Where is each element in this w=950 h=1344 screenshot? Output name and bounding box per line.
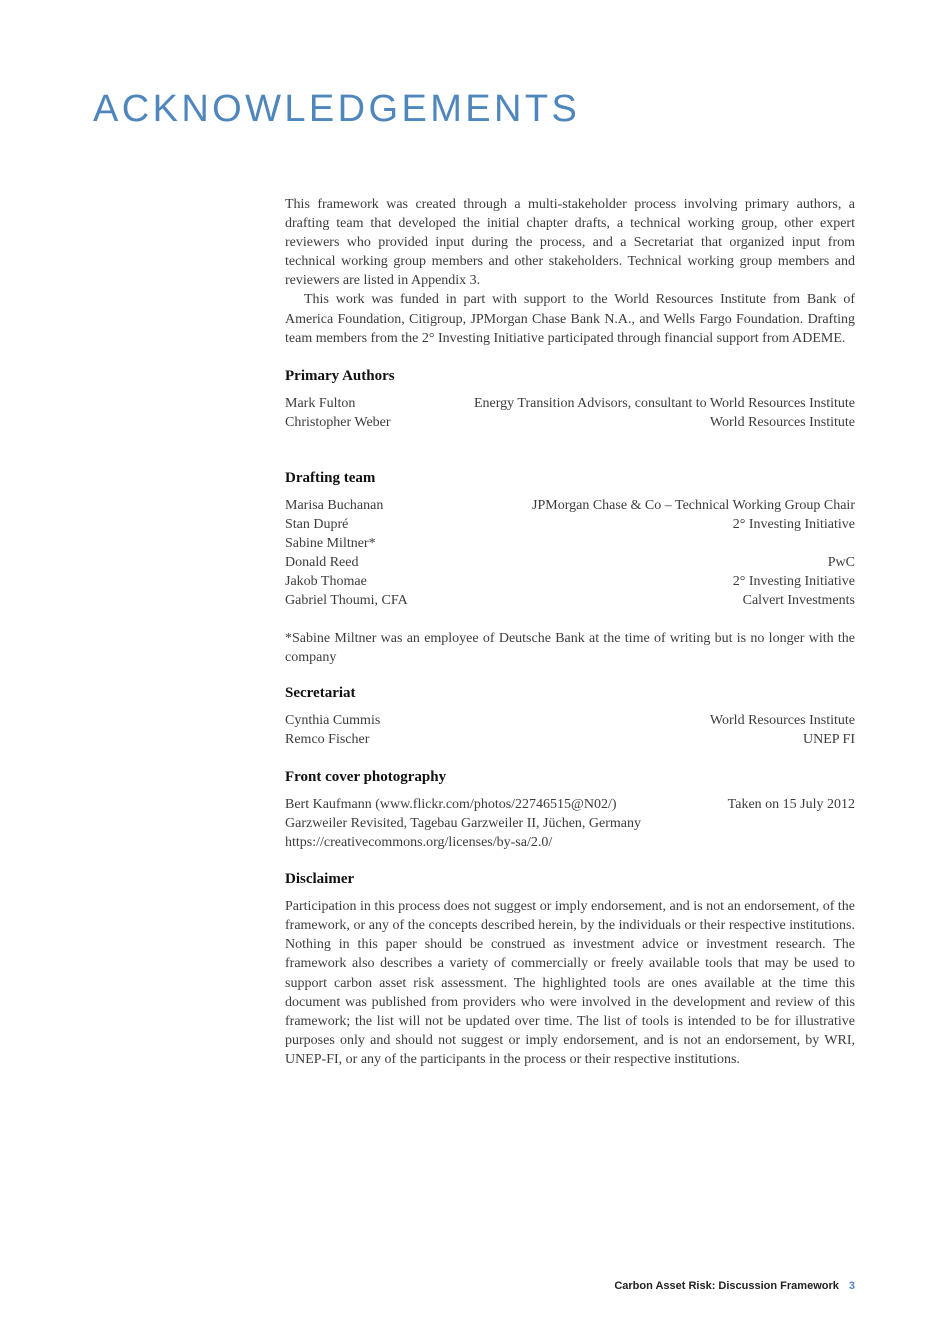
author-org: World Resources Institute — [709, 414, 855, 430]
section-heading-drafting-team: Drafting team — [285, 469, 376, 486]
member-name: Remco Fischer — [285, 731, 370, 747]
drafting-footnote: *Sabine Miltner was an employee of Deutsche Bank at the time of writing but is no longer with the company — [285, 630, 855, 665]
photo-license-row — [285, 833, 855, 852]
disclaimer-text: Participation in this process does not suggest or imply endorsement, and is not an endorsement, of the framework, or any of the concepts described herein, by the individuals or their respective institutions. Nothing in this paper should be construed as investment advice or investment research. The framework also describes a variety of commercially or freely available tools that may be used to support carbon asset risk assessment. The highlighted tools are ones available at the time this document was published from providers who were involved in the development and review of this framework; the list will not be updated over time. The list of tools is intended to be for illustrative purposes only and should not suggest or imply endorsement, and is not an endorsement, by WRI, UNEP-FI, or any of the participants in the process or their respective institutions. — [285, 899, 856, 1067]
photo-credit: Bert Kaufmann (www.flickr.com/photos/22746515@N02/) — [285, 796, 617, 812]
team-row — [285, 591, 855, 610]
member-org: 2° Investing Initiative — [732, 574, 855, 590]
funding-paragraph: This work was funded in part with support to the World Resources Institute from Bank of America Foundation, Citigroup, JPMorgan Chase Bank N.A., and Wells Fargo Foundation. Drafting team members from the 2° Investing Initiative participated through financial support from ADEME. — [285, 292, 855, 346]
page-title: ACKNOWLEDGEMENTS — [93, 88, 581, 130]
member-org: UNEP FI — [803, 731, 855, 747]
photo-credit-row — [285, 795, 855, 814]
page-number: 3 — [848, 1280, 855, 1292]
author-org: Energy Transition Advisors, consultant to World Resources Institute — [473, 395, 855, 411]
team-row — [285, 496, 855, 515]
team-row — [285, 515, 855, 534]
page-footer — [614, 1280, 855, 1292]
photo-date: Taken on 15 July 2012 — [727, 796, 855, 812]
member-name: Donald Reed — [285, 555, 359, 571]
team-row — [285, 534, 855, 553]
photo-caption: Garzweiler Revisited, Tagebau Garzweiler II, Jüchen, Germany — [285, 815, 641, 831]
photo-caption-row — [285, 814, 855, 833]
member-org: 2° Investing Initiative — [732, 517, 855, 533]
intro-paragraph: This framework was created through a multi-stakeholder process involving primary authors, a drafting team that developed the initial chapter drafts, a technical working group, other expert reviewers who provided input during the process, and a Secretariat that organized input from technical working group members and other stakeholders. Technical working group members and reviewers are listed in Appendix 3. — [285, 197, 855, 289]
secretariat-row — [285, 711, 855, 730]
member-org: World Resources Institute — [709, 712, 855, 728]
member-org: PwC — [827, 555, 855, 571]
secretariat-row — [285, 730, 855, 749]
member-name: Cynthia Cummis — [285, 712, 381, 728]
member-name: Sabine Miltner* — [285, 536, 376, 552]
section-heading-secretariat: Secretariat — [285, 684, 356, 701]
member-name: Marisa Buchanan — [285, 497, 384, 513]
member-name: Jakob Thomae — [285, 574, 367, 590]
section-heading-photography: Front cover photography — [285, 768, 447, 785]
section-heading-disclaimer: Disclaimer — [285, 871, 355, 888]
author-name: Mark Fulton — [285, 395, 356, 411]
member-name: Gabriel Thoumi, CFA — [285, 593, 408, 609]
section-heading-primary-authors: Primary Authors — [285, 367, 395, 384]
footer-doc-title: Carbon Asset Risk: Discussion Framework — [614, 1280, 839, 1292]
content-column — [285, 195, 855, 1069]
team-row — [285, 553, 855, 572]
member-name: Stan Dupré — [285, 517, 349, 533]
author-name: Christopher Weber — [285, 414, 391, 430]
member-org: Calvert Investments — [742, 593, 855, 609]
photo-license: https://creativecommons.org/licenses/by-sa/2.0/ — [285, 835, 553, 851]
author-row — [285, 394, 855, 413]
member-org: JPMorgan Chase & Co – Technical Working Group Chair — [532, 497, 855, 513]
author-row — [285, 413, 855, 432]
team-row — [285, 572, 855, 591]
